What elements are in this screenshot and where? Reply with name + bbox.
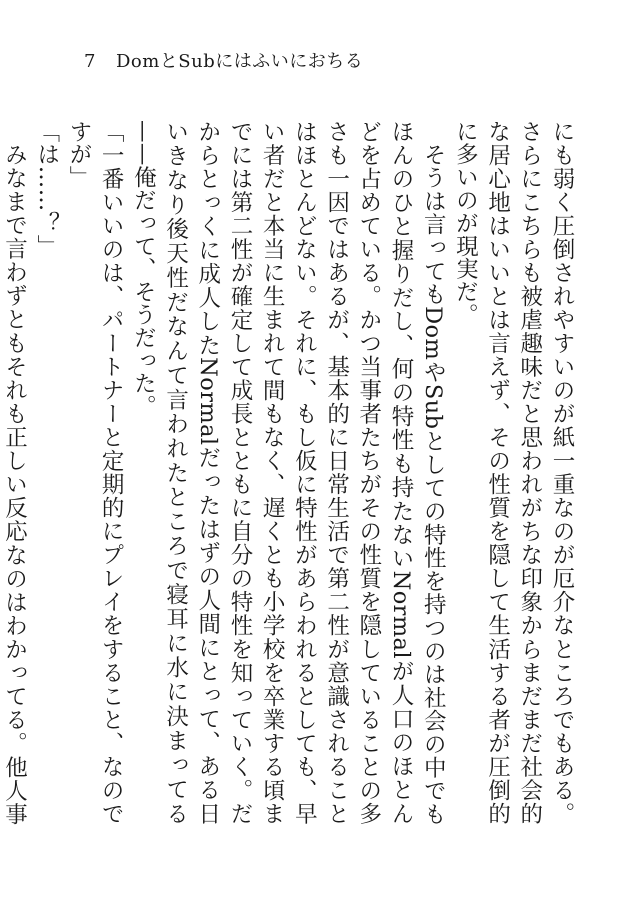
dialogue-line: 「は……？」: [33, 120, 60, 258]
running-header: [84, 47, 363, 73]
paragraph-continuation: にも弱く圧倒されやすいのが紙一重なのが厄介なところでもある。さらにこちらも被虐趣味だと思われがちな印象からまだまだ社会的な居心地はいいとは言えず、その性質を隠して生活する者が圧倒的に多いのが現実だ。: [452, 120, 575, 825]
dialogue-line: 「一番いいのは、パートナーと定期的にプレイをすること、なのですが」: [65, 120, 125, 825]
page-number: 7: [84, 51, 96, 72]
running-title: DomとSubにはふいにおちる: [115, 51, 364, 72]
paragraph: そうは言ってもDomやSubとしての特性を持つのは社会の中でもほんのひと握りだし、何の特性も持たないNormalが人口のほとんどを占めている。かつ当事者たちがその性質を隠していることの多さも一因ではあるが、基本的に日常生活で第二性が意識されることはほとんどない。それに、もし仮に特性があらわれるとしても、早い者だと本当に生まれて間もなく、遅くとも小学校を卒業する頃までには第二性が確定して成長とともに自分の特性を知っていく。だからとっくに成人したNormalだったはずの人間にとって、ある日いきなり後天性だなんて言われたところで寝耳に水に決まってる——俺だって、そうだった。: [130, 120, 447, 825]
vertical-body-text: [0, 120, 578, 825]
paragraph: みなまで言わずともそれも正しい反応なのはわかってる。他人事: [1, 142, 28, 825]
